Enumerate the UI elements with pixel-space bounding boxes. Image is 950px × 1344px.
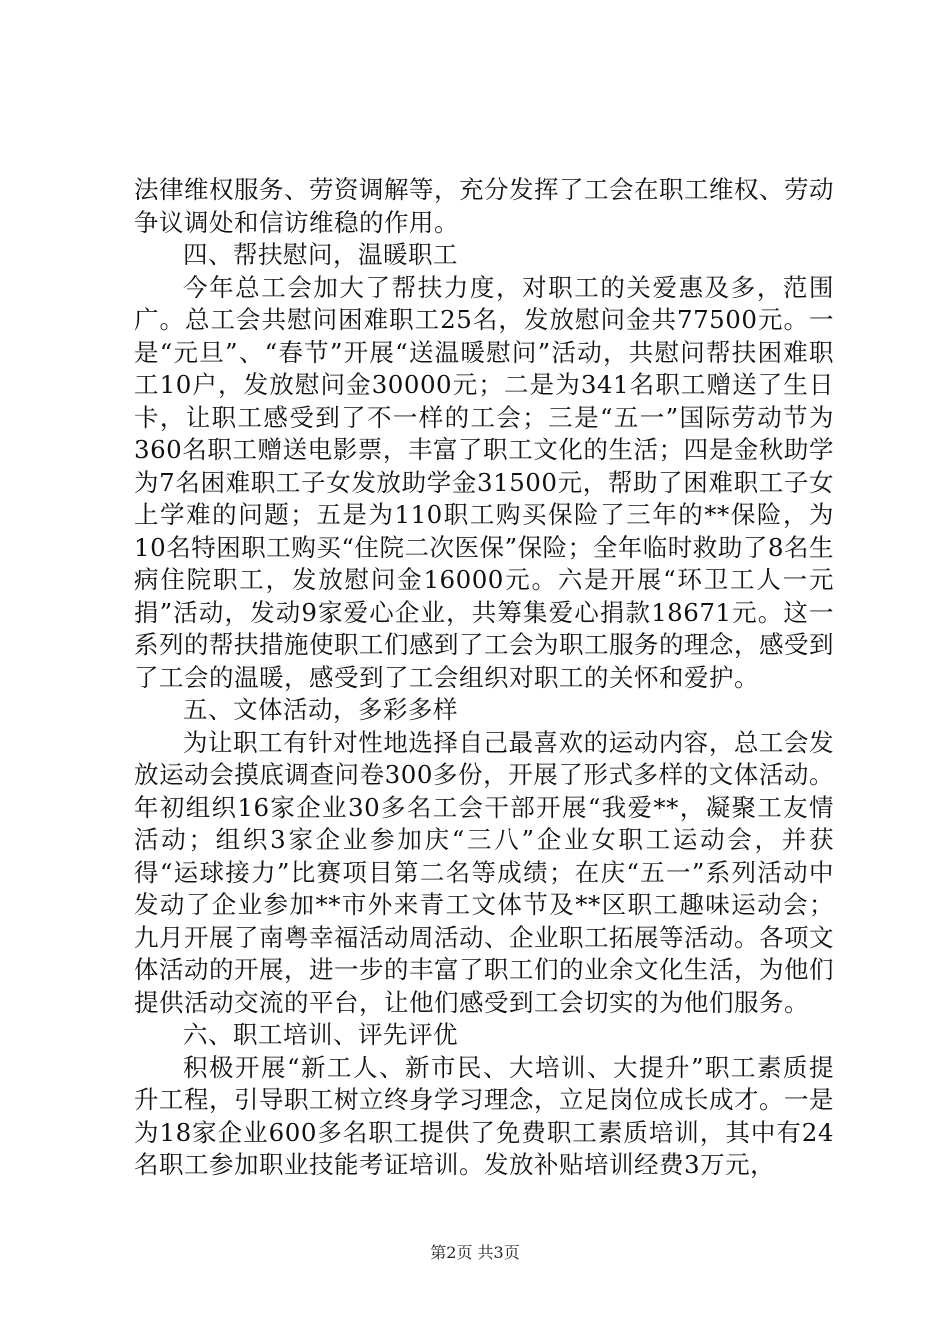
section-heading: 四、帮扶慰问，温暖职工 — [183, 240, 458, 269]
page-footer — [0, 1243, 950, 1263]
paragraph: 今年总工会加大了帮扶力度，对职工的关爱惠及多，范围广。总工会共慰问困难职工25名，发放慰问金共77500元。一是“元旦”、“春节”开展“送温暖慰问”活动，共慰问帮扶困难职工10户，发放慰问金30000元；二是为341名职工赠送了生日卡，让职工感受到了不一样的工会；三是“五一”国际劳动节为360名职工赠送电影票，丰富了职工文化的生活；四是金秋助学为7名困难职工子女发放助学金31500元，帮助了困难职工子女上学难的问题；五是为110职工购买保险了三年的**保险，为10名特困职工购买“住院二次医保”保险；全年临时救助了8名生病住院职工，发放慰问金16000元。六是开展“环卫工人一元捐”活动，发动9家爱心企业，共筹集爱心捐款18671元。这一系列的帮扶措施使职工们感到了工会为职工服务的理念，感受到了工会的温暖，感受到了工会组织对职工的关怀和爱护。 — [134, 272, 834, 692]
paragraph: 积极开展“新工人、新市民、大培训、大提升”职工素质提升工程，引导职工树立终身学习理念，立足岗位成长成才。一是为18家企业600多名职工提供了免费职工素质培训，其中有24名职工参加职业技能考证培训。发放补贴培训经费3万元， — [134, 1052, 834, 1179]
paragraph: 法律维权服务、劳资调解等，充分发挥了工会在职工维权、劳动争议调处和信访维稳的作用。 — [134, 175, 834, 237]
section-heading: 六、职工培训、评先评优 — [183, 1020, 458, 1049]
section-heading: 五、文体活动，多彩多样 — [183, 695, 458, 724]
paragraph: 为让职工有针对性地选择自己最喜欢的运动内容，总工会发放运动会摸底调查问卷300多份，开展了形式多样的文体活动。年初组织16家企业30多名工会干部开展“我爱**，凝聚工友情活动；组织3家企业参加庆“三八”企业女职工运动会，并获得“运球接力”比赛项目第二名等成绩；在庆“五一”系列活动中发动了企业参加**市外来青工文体节及**区职工趣味运动会；九月开展了南粤幸福活动周活动、企业职工拓展等活动。各项文体活动的开展，进一步的丰富了职工们的业余文化生活，为他们提供活动交流的平台，让他们感受到工会切实的为他们服务。 — [134, 727, 834, 1017]
page-number: 第2页 共3页 — [430, 1243, 520, 1262]
document-body — [134, 174, 834, 1182]
